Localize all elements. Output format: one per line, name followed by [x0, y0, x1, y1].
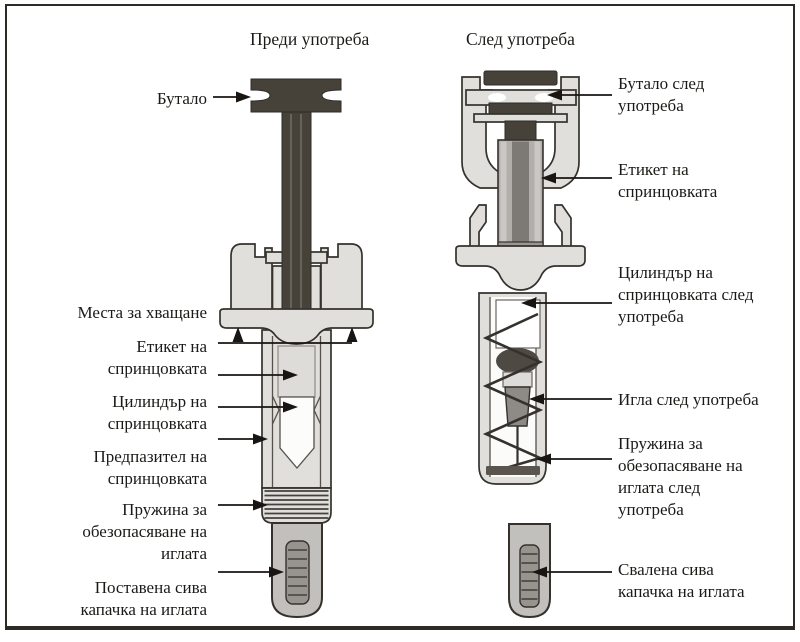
label-plunger: Бутало [156, 89, 207, 108]
needle-cap [272, 523, 322, 617]
label-removed-cap: Свалена сива капачка на иглата [618, 560, 745, 601]
before-title: Преди употреба [250, 29, 370, 49]
leader-spring-used [536, 454, 612, 465]
label-grip-places: Места за хващане [77, 303, 207, 322]
label-needle-spring: Пружина за обезопасяване на иглата [82, 500, 207, 563]
label-syringe-label: Етикет на спринцовката [107, 337, 207, 378]
label-needle-cap: Поставена сива капачка на иглата [80, 578, 207, 619]
coil-lines [265, 491, 329, 518]
leader-syringe-label [218, 370, 298, 381]
label-spring-used: Пружина за обезопасяване на иглата след употреба [618, 434, 743, 519]
label-syringe-label-used: Етикет на спринцовката [618, 160, 718, 201]
leader-removed-cap [532, 567, 612, 578]
arrow-up-icon [233, 327, 244, 342]
label-syringe-barrel-used: Цилиндър на спринцовката след употреба [618, 263, 754, 326]
arrow-up-icon [347, 327, 358, 342]
plunger-head-used [484, 71, 557, 85]
stopper-collar [503, 372, 532, 387]
leader-plunger [213, 92, 251, 103]
syringe-before-drawing [220, 79, 373, 617]
leader-needle-used [529, 394, 612, 405]
label-needle-used: Игла след употреба [618, 390, 759, 409]
syringe-after-drawing [456, 71, 585, 617]
label-syringe-guard: Предпазител на спринцовката [93, 447, 207, 488]
label-syringe-barrel: Цилиндър на спринцовката [107, 392, 207, 433]
plunger-rod [282, 110, 311, 320]
arrow-right-icon [236, 92, 251, 103]
leader-syringe-barrel [218, 402, 298, 413]
plate-hole [488, 93, 506, 102]
leader-needle-spring [218, 500, 268, 511]
label-plunger-used: Бутало след употреба [618, 74, 705, 115]
leader-syringe-guard [218, 434, 268, 445]
finger-flange-used [456, 246, 585, 290]
syringe-label-used [498, 140, 543, 258]
shell-bottom-bar [486, 466, 540, 475]
after-title: След употреба [466, 29, 575, 49]
plunger-head [251, 79, 341, 112]
leader-syringe-barrel-used [521, 298, 612, 309]
